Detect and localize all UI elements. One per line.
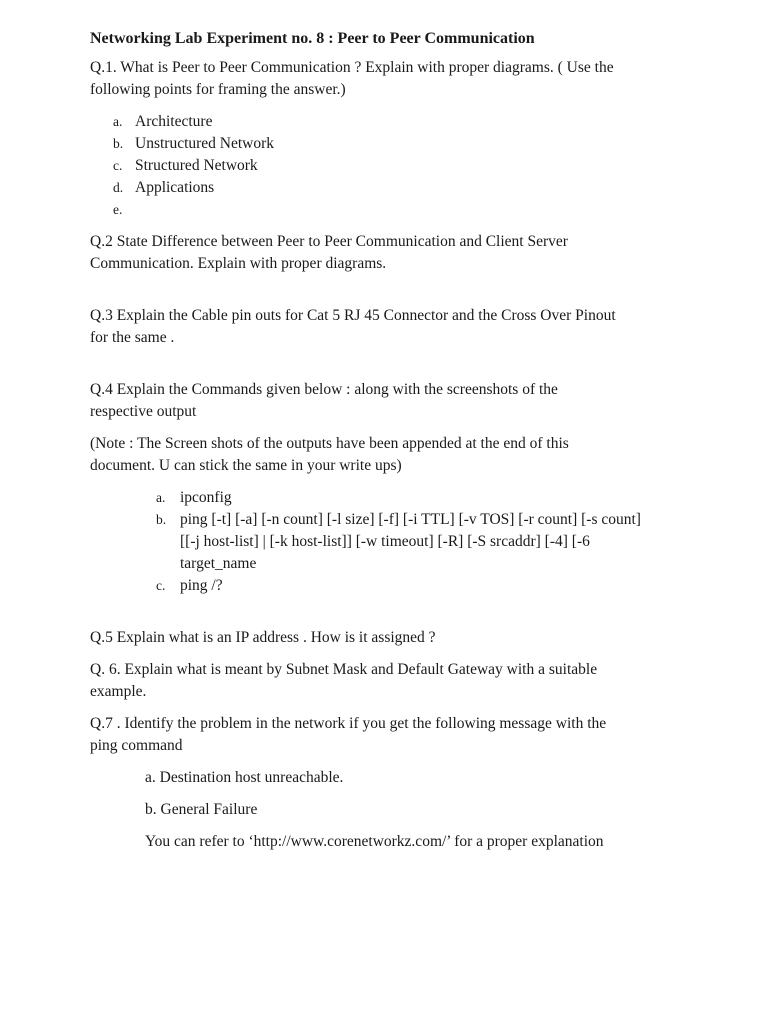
page-title: Networking Lab Experiment no. 8 : Peer to Peer Communication xyxy=(90,30,535,47)
question-2-line-1: Q.2 State Difference between Peer to Peer Communication and Client Server xyxy=(90,233,568,250)
list-item-text: Unstructured Network xyxy=(135,135,275,152)
question-4-note-line-2: document. U can stick the same in your write ups) xyxy=(90,457,402,474)
question-3 xyxy=(90,305,708,349)
list-item-text xyxy=(135,201,139,218)
list-item xyxy=(90,575,708,597)
question-7-option-b: b. General Failure xyxy=(145,801,258,818)
question-4-line-1: Q.4 Explain the Commands given below : along with the screenshots of the xyxy=(90,381,558,398)
list-item-text: Architecture xyxy=(135,113,213,130)
question-5-line-1: Q.5 Explain what is an IP address . How is it assigned ? xyxy=(90,629,436,646)
list-marker: d. xyxy=(113,180,124,195)
question-5 xyxy=(90,627,708,649)
list-item-text: ping /? xyxy=(180,577,223,594)
question-1-line-2: following points for framing the answer.) xyxy=(90,81,346,98)
question-3-line-2: for the same . xyxy=(90,329,175,346)
question-4 xyxy=(90,379,708,597)
list-item-text: Structured Network xyxy=(135,157,258,174)
question-6-line-1: Q. 6. Explain what is meant by Subnet Mask and Default Gateway with a suitable xyxy=(90,661,598,678)
question-2-line-2: Communication. Explain with proper diagrams. xyxy=(90,255,387,272)
list-marker: b. xyxy=(113,136,124,151)
reference-note: You can refer to ‘http://www.corenetworkz.com/’ for a proper explanation xyxy=(145,833,604,850)
list-item-text: Applications xyxy=(135,179,215,196)
list-marker: a. xyxy=(113,114,123,129)
question-6-line-2: example. xyxy=(90,683,147,700)
question-7-line-1: Q.7 . Identify the problem in the network if you get the following message with the xyxy=(90,715,607,732)
list-item xyxy=(90,509,708,575)
question-4-line-2: respective output xyxy=(90,403,197,420)
list-item-text-line: ping [-t] [-a] [-n count] [-l size] [-f] [-i TTL] [-v TOS] [-r count] [-s count] xyxy=(180,511,641,528)
question-2 xyxy=(90,231,708,275)
list-marker: e. xyxy=(113,202,123,217)
list-item-text-line: [[-j host-list] | [-k host-list]] [-w timeout] [-R] [-S srcaddr] [-4] [-6 xyxy=(180,533,590,550)
list-item xyxy=(90,199,708,221)
list-item-text-line: target_name xyxy=(180,555,257,572)
question-7 xyxy=(90,713,708,853)
question-7-option-a: a. Destination host unreachable. xyxy=(145,769,344,786)
list-marker: a. xyxy=(156,490,166,505)
list-item xyxy=(90,155,708,177)
question-4-note-line-1: (Note : The Screen shots of the outputs have been appended at the end of this xyxy=(90,435,569,452)
question-1-line-1: Q.1. What is Peer to Peer Communication ? Explain with proper diagrams. ( Use the xyxy=(90,59,614,76)
list-item-text: ipconfig xyxy=(180,489,232,506)
question-6 xyxy=(90,659,708,703)
question-7-line-2: ping command xyxy=(90,737,183,754)
question-3-line-1: Q.3 Explain the Cable pin outs for Cat 5 RJ 45 Connector and the Cross Over Pinout xyxy=(90,307,616,324)
list-item xyxy=(90,133,708,155)
question-1-points-list xyxy=(90,111,708,221)
list-marker: c. xyxy=(156,578,166,593)
list-item xyxy=(90,111,708,133)
list-marker: b. xyxy=(156,512,167,527)
list-item xyxy=(90,177,708,199)
list-item xyxy=(90,487,708,509)
command-list xyxy=(90,487,708,597)
question-1 xyxy=(90,57,708,221)
list-marker: c. xyxy=(113,158,123,173)
